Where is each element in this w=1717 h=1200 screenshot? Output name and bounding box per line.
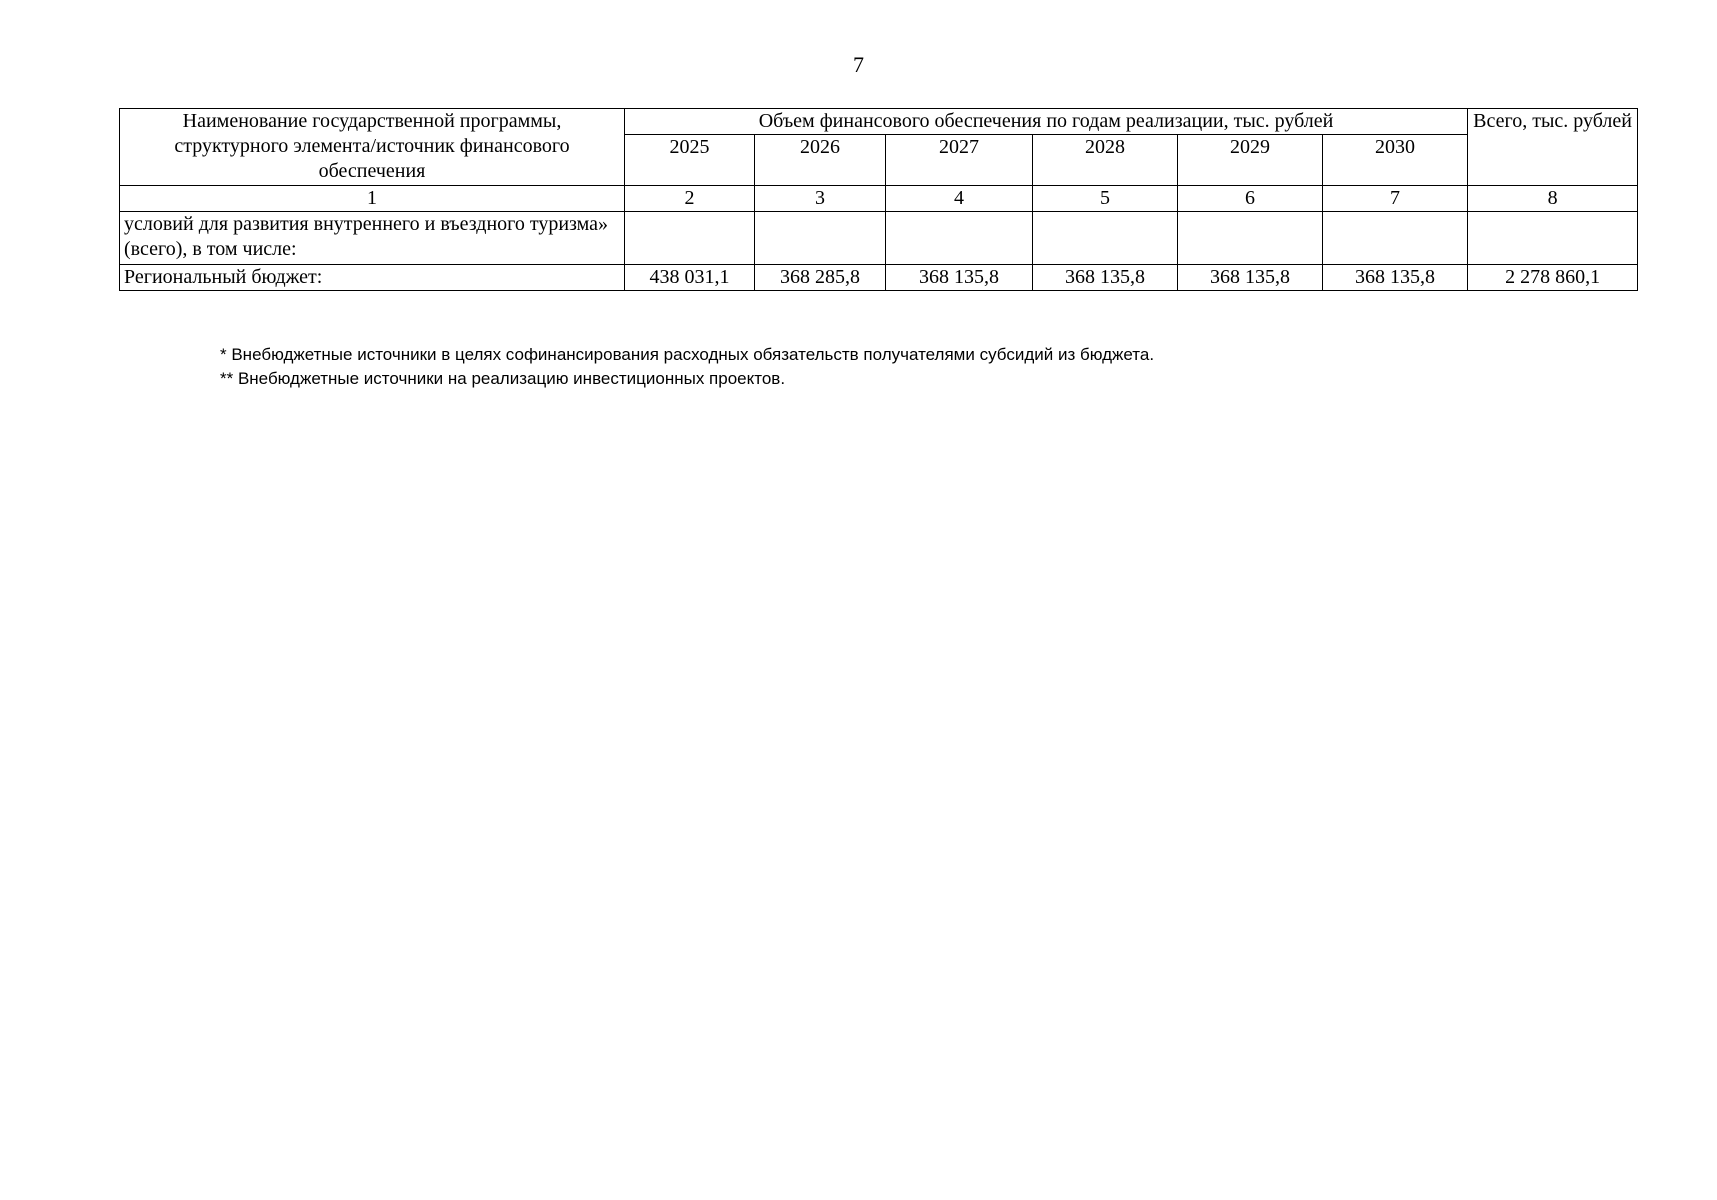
header-total-cell: Всего, тыс. рублей <box>1468 109 1638 186</box>
page-number: 7 <box>853 52 864 77</box>
footnote: ** Внебюджетные источники на реализацию инвестиционных проектов. <box>220 369 786 388</box>
header-year-cell: 2029 <box>1178 135 1323 186</box>
total-cell <box>1468 212 1638 265</box>
header-year-cell: 2027 <box>886 135 1033 186</box>
row-label-cell: Региональный бюджет: <box>120 265 625 291</box>
value-cell: 368 135,8 <box>1033 265 1178 291</box>
value-cell: 368 135,8 <box>1323 265 1468 291</box>
value-cell <box>1323 212 1468 265</box>
table-row <box>120 265 1638 291</box>
value-cell: 368 135,8 <box>886 265 1033 291</box>
header-volume-cell: Объем финансового обеспечения по годам реализации, тыс. рублей <box>625 109 1468 135</box>
header-row-top <box>120 109 1638 135</box>
value-cell <box>755 212 886 265</box>
table-row <box>120 212 1638 265</box>
header-year-cell: 2030 <box>1323 135 1468 186</box>
header-year-cell: 2028 <box>1033 135 1178 186</box>
column-number-cell: 5 <box>1033 186 1178 212</box>
footnotes <box>220 343 1154 391</box>
column-number-row <box>120 186 1638 212</box>
total-cell: 2 278 860,1 <box>1468 265 1638 291</box>
column-number-cell: 1 <box>120 186 625 212</box>
budget-table <box>119 108 1638 291</box>
header-name-cell: Наименование государственной программы, структурного элемента/источник финансового обеспечения <box>120 109 625 186</box>
footnote: * Внебюджетные источники в целях софинансирования расходных обязательств получателями субсидий из бюджета. <box>220 345 1155 364</box>
row-label-cell: условий для развития внутреннего и въездного туризма» (всего), в том числе: <box>120 212 625 265</box>
column-number-cell: 2 <box>625 186 755 212</box>
column-number-cell: 4 <box>886 186 1033 212</box>
value-cell <box>886 212 1033 265</box>
value-cell <box>1178 212 1323 265</box>
value-cell: 368 285,8 <box>755 265 886 291</box>
column-number-cell: 3 <box>755 186 886 212</box>
value-cell: 438 031,1 <box>625 265 755 291</box>
header-year-cell: 2025 <box>625 135 755 186</box>
column-number-cell: 8 <box>1468 186 1638 212</box>
value-cell <box>625 212 755 265</box>
header-year-cell: 2026 <box>755 135 886 186</box>
column-number-cell: 6 <box>1178 186 1323 212</box>
column-number-cell: 7 <box>1323 186 1468 212</box>
value-cell <box>1033 212 1178 265</box>
value-cell: 368 135,8 <box>1178 265 1323 291</box>
